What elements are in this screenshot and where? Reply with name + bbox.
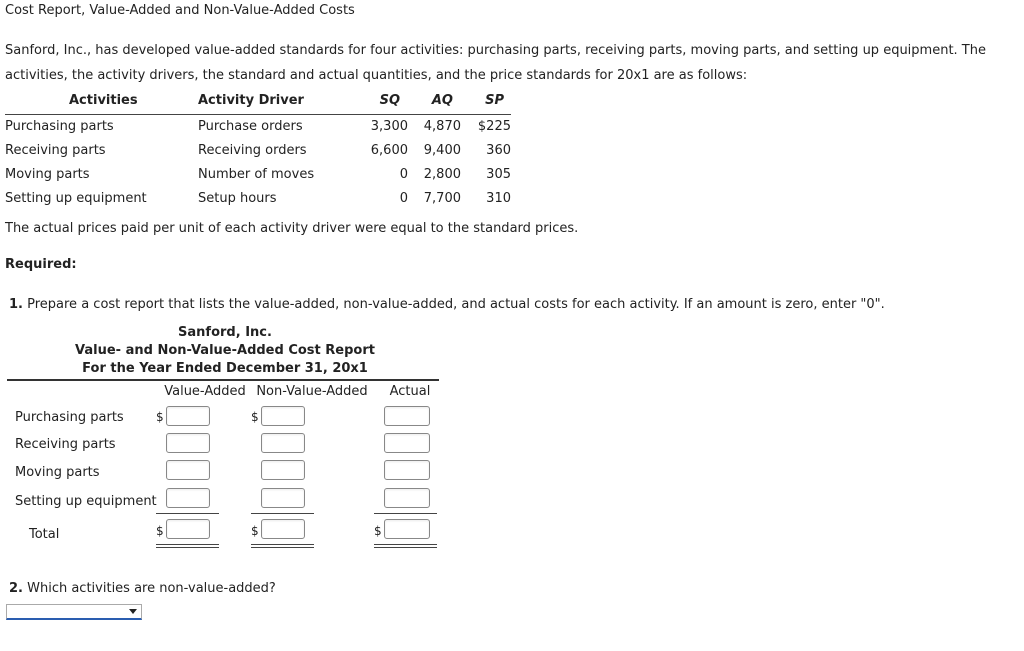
question-1-number: 1. xyxy=(9,297,23,312)
header-sq: SQ xyxy=(379,93,400,108)
report-name: Value- and Non-Value-Added Cost Report xyxy=(75,343,375,358)
header-activities: Activities xyxy=(69,93,138,108)
row-sq: 0 xyxy=(399,191,408,206)
question-1 xyxy=(9,297,885,312)
report-row-label: Setting up equipment xyxy=(15,494,157,509)
row-activity: Purchasing parts xyxy=(5,119,114,134)
question-1-text: Prepare a cost report that lists the value-added, non-value-added, and actual costs for each activity. If an amount is zero, enter "0". xyxy=(22,297,885,312)
report-row-label: Purchasing parts xyxy=(15,410,124,425)
row-activity: Receiving parts xyxy=(5,143,106,158)
report-period: For the Year Ended December 31, 20x1 xyxy=(82,361,368,376)
header-aq: AQ xyxy=(431,93,453,108)
subtotal-rule xyxy=(374,513,437,514)
col-header-actual: Actual xyxy=(389,384,431,399)
non-value-added-receiving-input[interactable] xyxy=(261,433,305,453)
report-top-rule xyxy=(7,379,439,381)
col-header-value-added: Value-Added xyxy=(164,384,246,399)
header-sp: SP xyxy=(485,93,504,108)
actual-setup-input[interactable] xyxy=(384,488,430,508)
row-aq: 7,700 xyxy=(423,191,461,206)
row-driver: Number of moves xyxy=(198,167,315,182)
row-sq: 3,300 xyxy=(370,119,408,134)
report-company: Sanford, Inc. xyxy=(178,325,272,340)
row-sp: 360 xyxy=(486,143,511,158)
row-sq: 0 xyxy=(399,167,408,182)
row-sp: 305 xyxy=(486,167,511,182)
row-driver: Receiving orders xyxy=(198,143,307,158)
question-2-number: 2. xyxy=(9,581,23,596)
currency-sign: $ xyxy=(251,410,259,424)
intro-paragraph: Sanford, Inc., has developed value-added standards for four activities: purchasing parts, receiving parts, moving parts, and setting up equipment. The activities, the activity drivers, the standard and actual quantities, and the price standards for 20x1 are as follows: xyxy=(5,43,986,83)
row-aq: 9,400 xyxy=(423,143,461,158)
actual-moving-input[interactable] xyxy=(384,460,430,480)
col-header-non-value-added: Non-Value-Added xyxy=(256,384,368,399)
total-double-rule xyxy=(251,544,314,548)
row-driver: Setup hours xyxy=(198,191,277,206)
non-value-added-activities-select[interactable] xyxy=(6,604,142,620)
value-added-purchasing-input[interactable] xyxy=(166,406,210,426)
row-aq: 4,870 xyxy=(423,119,461,134)
non-value-added-setup-input[interactable] xyxy=(261,488,305,508)
row-aq: 2,800 xyxy=(423,167,461,182)
question-2-text: Which activities are non-value-added? xyxy=(22,581,276,596)
non-value-added-purchasing-input[interactable] xyxy=(261,406,305,426)
row-sp: $225 xyxy=(477,119,511,134)
report-total-label: Total xyxy=(29,527,60,542)
currency-sign: $ xyxy=(374,524,382,538)
question-2 xyxy=(9,581,276,596)
table-rule xyxy=(5,114,511,115)
non-value-added-moving-input[interactable] xyxy=(261,460,305,480)
subtotal-rule xyxy=(251,513,314,514)
total-double-rule xyxy=(156,544,219,548)
subtotal-rule xyxy=(156,513,219,514)
report-row-label: Moving parts xyxy=(15,465,100,480)
report-row-label: Receiving parts xyxy=(15,437,116,452)
value-added-setup-input[interactable] xyxy=(166,488,210,508)
currency-sign: $ xyxy=(156,410,164,424)
header-driver: Activity Driver xyxy=(198,93,304,108)
required-label: Required: xyxy=(5,257,77,272)
page-title: Cost Report, Value-Added and Non-Value-Added Costs xyxy=(5,3,355,18)
row-sq: 6,600 xyxy=(370,143,408,158)
row-activity: Setting up equipment xyxy=(5,191,147,206)
actual-total-input[interactable] xyxy=(384,519,430,539)
total-double-rule xyxy=(374,544,437,548)
value-added-total-input[interactable] xyxy=(166,519,210,539)
row-driver: Purchase orders xyxy=(198,119,303,134)
currency-sign: $ xyxy=(251,524,259,538)
caret-down-icon xyxy=(129,609,137,614)
currency-sign: $ xyxy=(156,524,164,538)
row-sp: 310 xyxy=(486,191,511,206)
non-value-added-total-input[interactable] xyxy=(261,519,305,539)
value-added-moving-input[interactable] xyxy=(166,460,210,480)
actual-receiving-input[interactable] xyxy=(384,433,430,453)
row-activity: Moving parts xyxy=(5,167,90,182)
value-added-receiving-input[interactable] xyxy=(166,433,210,453)
price-note: The actual prices paid per unit of each activity driver were equal to the standard prices. xyxy=(5,221,579,236)
actual-purchasing-input[interactable] xyxy=(384,406,430,426)
